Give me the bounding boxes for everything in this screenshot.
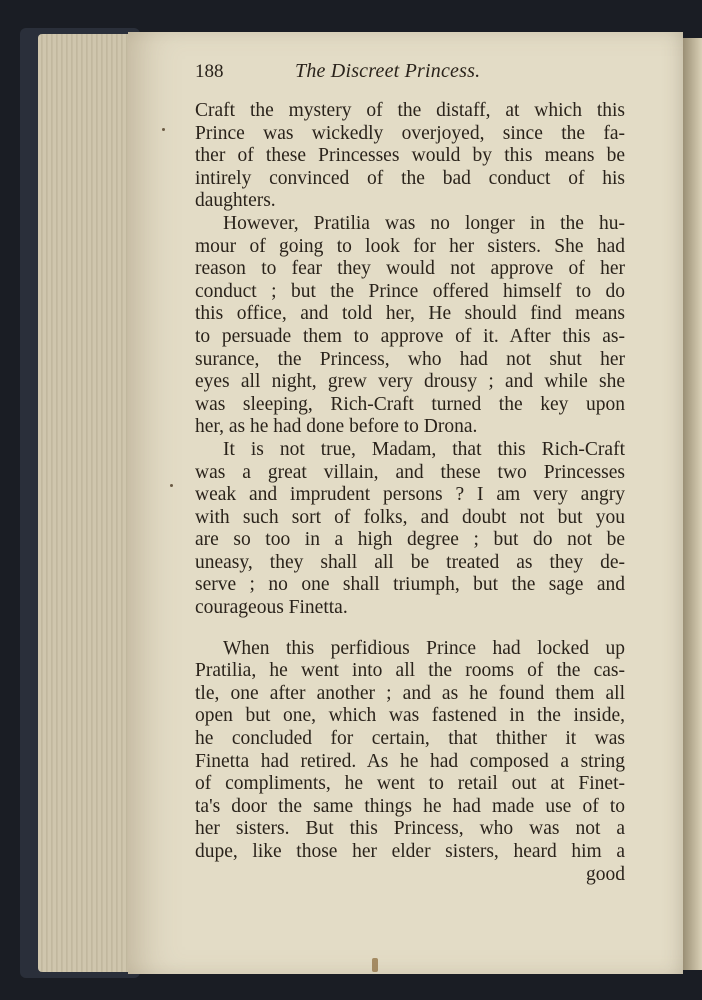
text-line: with such sort of folks, and doubt not but you [195, 506, 625, 528]
text-line: When this perfidious Prince had locked up [223, 637, 625, 659]
text-line: ta's door the same things he had made use of to [195, 795, 625, 817]
text-line: serve ; no one shall triumph, but the sage and [195, 574, 625, 596]
text-line: conduct ; but the Prince offered himself to do [195, 280, 625, 302]
text-line: Craft the mystery of the distaff, at which this [195, 100, 625, 121]
facing-page-edge [683, 38, 702, 970]
text-line: reason to fear they would not approve of her [195, 258, 625, 280]
page-text [195, 60, 625, 886]
ink-spot [170, 484, 173, 487]
text-line: mour of going to look for her sisters. She had [195, 235, 625, 257]
text-line: Finetta had retired. As he had composed a string [195, 750, 625, 772]
text-line: her sisters. But this Princess, who was not a [195, 818, 625, 840]
text-line: he concluded for certain, that thither it was [195, 728, 625, 750]
text-line: daughters. [195, 190, 276, 212]
text-line: are so too in a high degree ; but do not be [195, 529, 625, 551]
text-line: tle, one after another ; and as he found them all [195, 682, 625, 704]
text-line: uneasy, they shall all be treated as they de- [195, 551, 625, 573]
text-line: her, as he had done before to Drona. [195, 416, 478, 438]
text-line: intirely convinced of the bad conduct of his [195, 167, 625, 189]
text-line: Prince was wickedly overjoyed, since the fa- [195, 122, 625, 144]
text-line: eyes all night, grew very drousy ; and while she [195, 371, 625, 393]
text-line: this office, and told her, He should find means [195, 303, 625, 325]
catchword: good [586, 863, 625, 885]
text-line: courageous Finetta. [195, 597, 348, 619]
text-line: surance, the Princess, who had not shut her [195, 348, 625, 370]
text-line: was sleeping, Rich-Craft turned the key upon [195, 393, 625, 415]
paragraph-gap [195, 620, 625, 638]
page-header [195, 60, 625, 100]
text-line: to persuade them to approve of it. After this as- [195, 325, 625, 347]
running-title: The Discreet Princess. [295, 60, 481, 82]
page-number: 188 [195, 61, 224, 82]
text-line: ther of these Princesses would by this means be [195, 145, 625, 167]
text-line: However, Pratilia was no longer in the hu- [223, 212, 625, 234]
text-line: weak and imprudent persons ? I am very angry [195, 484, 625, 506]
ink-spot [162, 128, 165, 131]
text-line: It is not true, Madam, that this Rich-Craft [223, 438, 625, 460]
text-line: of compliments, he went to retail out at Finet- [195, 773, 625, 795]
text-line: dupe, like those her elder sisters, heard him a [195, 841, 625, 862]
foxing-stain [372, 958, 378, 972]
text-line: was a great villain, and these two Princesses [195, 461, 625, 483]
text-line: open but one, which was fastened in the inside, [195, 705, 625, 727]
text-line: Pratilia, he went into all the rooms of the cas- [195, 660, 625, 682]
